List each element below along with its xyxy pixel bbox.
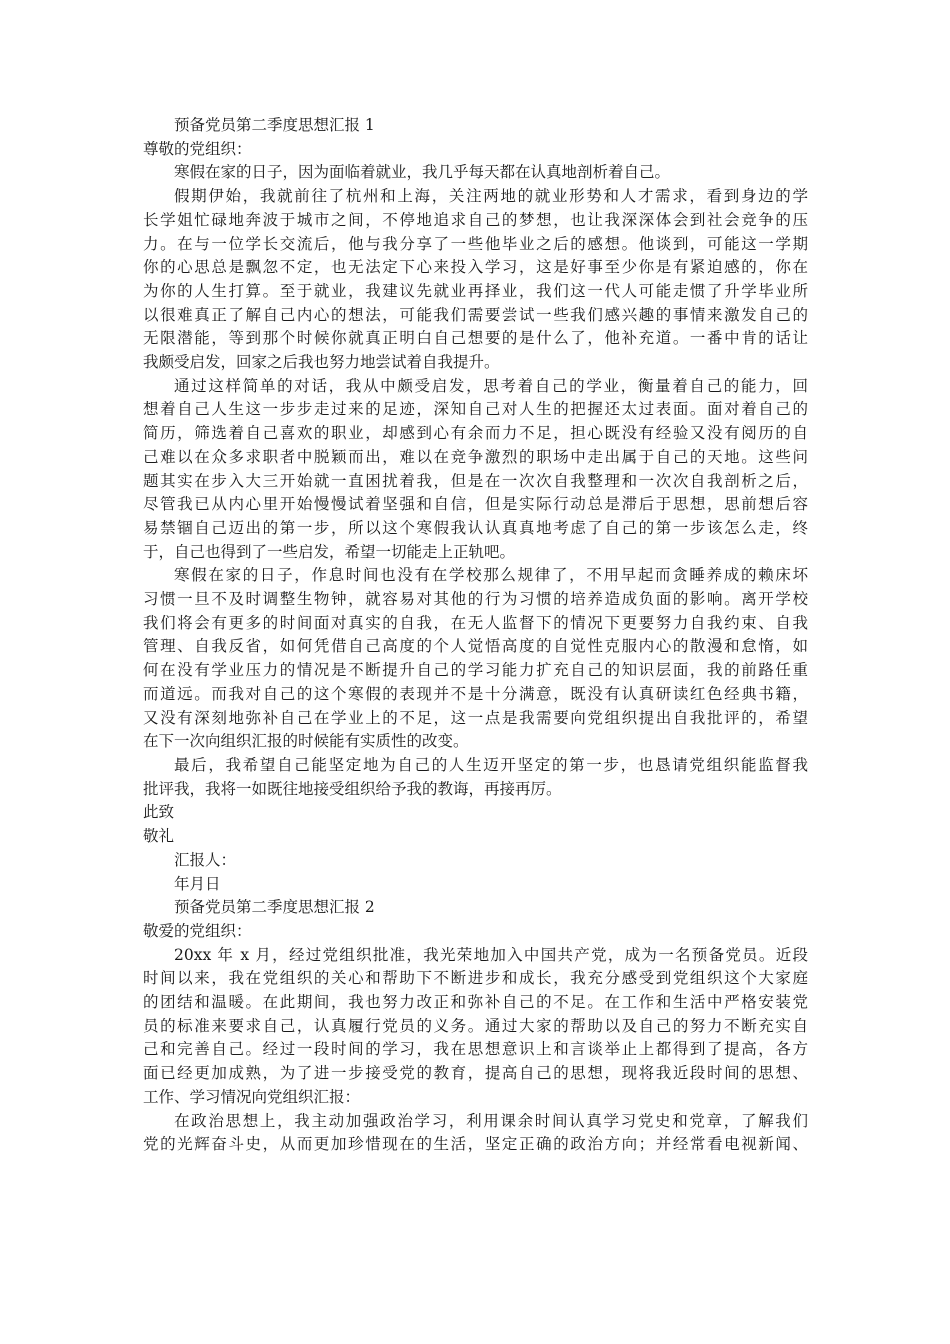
report2-salutation: 敬爱的党组织： (143, 921, 252, 940)
report1-date: 年月日 (174, 874, 221, 893)
report1-paragraph-line: 无限潜能，等到那个时候你就真正明白自己想要的是什么了，他补充道。一番中肯的话让 (143, 329, 808, 348)
report1-paragraph-line: 寒假在家的日子，因为面临着就业，我几乎每天都在认真地剖析着自己。 (174, 163, 671, 182)
report1-paragraph-line: 长学姐忙碌地奔波于城市之间，不停地追求自己的梦想，也让我深深体会到社会竞争的压 (143, 210, 808, 229)
report1-paragraph-line: 你的心思总是飘忽不定，也无法定下心来投入学习，这是好事至少你是有紧迫感的，你在 (143, 258, 808, 277)
report1-paragraph-line: 想着自己人生这一步步走过来的足迹，深知自己对人生的把握还太过表面。面对着自己的 (143, 400, 808, 419)
report1-paragraph-line: 力。在与一位学长交流后，他与我分享了一些他毕业之后的感想。他谈到，可能这一学期 (143, 234, 808, 253)
report1-paragraph-line: 何在没有学业压力的情况是不断提升自己的学习能力扩充自己的知识层面，我的前路任重 (143, 661, 808, 680)
report1-paragraph-line: 己难以在众多求职者中脱颖而出，难以在竞争激烈的职场中走出属于自己的天地。这些问 (143, 447, 808, 466)
report1-closing: 敬礼 (143, 827, 175, 846)
report1-paragraph-line: 在下一次向组织汇报的时候能有实质性的改变。 (143, 732, 469, 751)
report1-paragraph-line: 管理、自我反省，如何凭借自己高度的个人觉悟高度的自觉性克服内心的散漫和怠惰，如 (143, 637, 808, 656)
report2-paragraph-line: 面已经更加成熟，为了进一步接受党的教育，提高自己的思想，现将我近段时间的思想、 (143, 1064, 808, 1083)
report1-paragraph-line: 最后，我希望自己能坚定地为自己的人生迈开坚定的第一步，也恳请党组织能监督我 (174, 755, 808, 774)
report1-salutation: 尊敬的党组织： (143, 139, 252, 158)
report1-paragraph-line: 批评我，我将一如既往地接受组织给予我的教诲，再接再厉。 (143, 779, 562, 798)
report1-paragraph-line: 我们将会有更多的时间面对真实的自我，在无人监督下的情况下更要努力自我约束、自我 (143, 613, 808, 632)
report1-paragraph-line: 习惯一旦不及时调整生物钟，就容易对其他的行为习惯的培养造成负面的影响。离开学校 (143, 590, 808, 609)
report1-paragraph-line: 简历，筛选着自己喜欢的职业，却感到心有余而力不足，担心既没有经验又没有阅历的自 (143, 424, 808, 443)
report1-paragraph-line: 题其实在步入大三开始就一直困扰着我，但是在一次次自我整理和一次次自我剖析之后， (143, 471, 808, 490)
report1-paragraph-line: 我颇受启发，回家之后我也努力地尝试着自我提升。 (143, 353, 500, 372)
report1-paragraph-line: 为你的人生打算。至于就业，我建议先就业再择业，我们这一代人可能走惯了升学毕业所 (143, 281, 808, 300)
report1-paragraph-line: 假期伊始，我就前往了杭州和上海，关注两地的就业形势和人才需求，看到身边的学 (174, 187, 808, 206)
report1-paragraph-line: 而道远。而我对自己的这个寒假的表现并不是十分满意，既没有认真研读红色经典书籍， (143, 684, 808, 703)
report2-title: 预备党员第二季度思想汇报 2 (174, 898, 375, 917)
report1-title: 预备党员第二季度思想汇报 1 (174, 116, 375, 134)
report1-paragraph-line: 易禁锢自己迈出的第一步，所以这个寒假我认认真真地考虑了自己的第一步该怎么走，终 (143, 518, 808, 537)
report2-paragraph-line: 20xx 年 x 月，经过党组织批准，我光荣地加入中国共产党，成为一名预备党员。近段 (174, 945, 808, 964)
report1-closing: 此致 (143, 803, 175, 822)
report2-paragraph-line: 员的标准来要求自己，认真履行党员的义务。通过大家的帮助以及自己的努力不断充实自 (143, 1016, 808, 1035)
report1-paragraph-line: 寒假在家的日子，作息时间也没有在学校那么规律了，不用早起而贪睡养成的赖床坏 (174, 566, 808, 585)
report2-paragraph-line: 的团结和温暖。在此期间，我也努力改正和弥补自己的不足。在工作和生活中严格安装党 (143, 993, 808, 1012)
report2-paragraph-line: 时间以来，我在党组织的关心和帮助下不断进步和成长，我充分感受到党组织这个大家庭 (143, 969, 808, 988)
report1-reporter: 汇报人： (174, 850, 237, 869)
report1-paragraph-line: 又没有深刻地弥补自己在学业上的不足，这一点是我需要向党组织提出自我批评的，希望 (143, 708, 808, 727)
report2-paragraph-line: 在政治思想上，我主动加强政治学习，利用课余时间认真学习党史和党章，了解我们 (174, 1111, 808, 1130)
document-body (143, 114, 808, 1157)
report2-paragraph-line: 己和完善自己。经过一段时间的学习，我在思想意识上和言谈举止上都得到了提高，各方 (143, 1040, 808, 1059)
report1-paragraph-line: 尽管我已从内心里开始慢慢试着坚强和自信，但是实际行动总是滞后于思想，思前想后容 (143, 495, 808, 514)
report1-paragraph-line: 通过这样简单的对话，我从中颇受启发，思考着自己的学业，衡量着自己的能力，回 (174, 376, 808, 395)
report2-paragraph-line: 党的光辉奋斗史，从而更加珍惜现在的生活，坚定正确的政治方向；并经常看电视新闻、 (143, 1135, 808, 1154)
report2-paragraph-line: 工作、学习情况向党组织汇报： (143, 1087, 361, 1106)
report1-paragraph-line: 于，自己也得到了一些启发，希望一切能走上正轨吧。 (143, 542, 516, 561)
report1-paragraph-line: 以很难真正了解自己内心的想法，可能我们需要尝试一些我们感兴趣的事情来激发自己的 (143, 305, 808, 324)
